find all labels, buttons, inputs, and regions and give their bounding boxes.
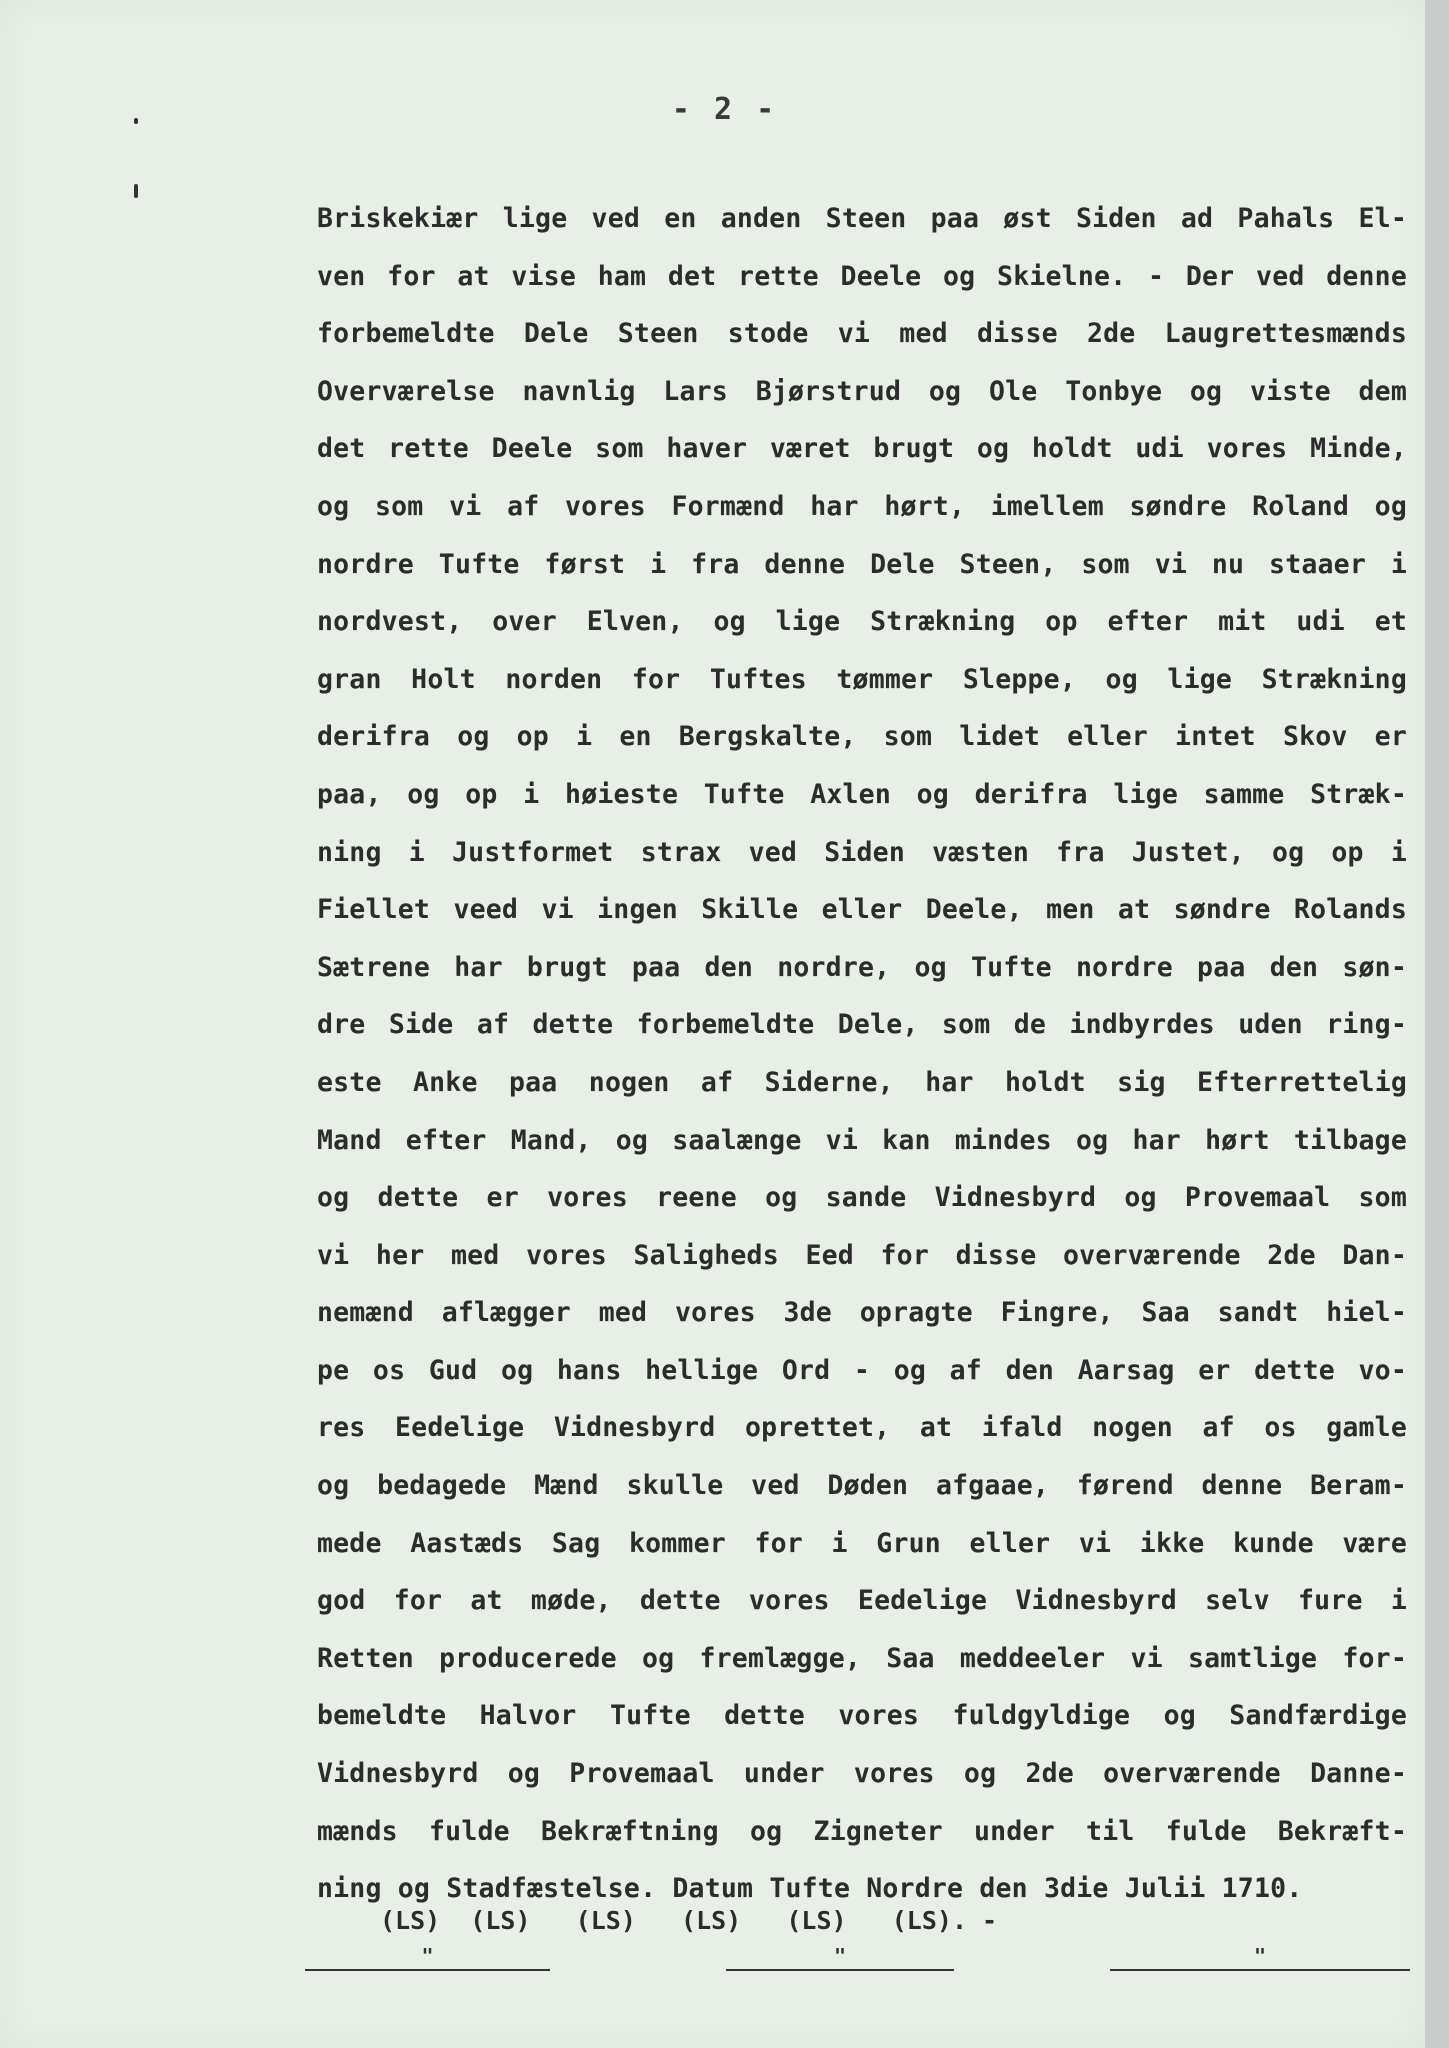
signature-line-2	[726, 1945, 954, 1971]
text-line: nordvest, over Elven, og lige Strækning op efter mit udi et	[317, 606, 1407, 638]
document-body	[317, 190, 1407, 1918]
text-line: gran Holt norden for Tuftes tømmer Sleppe, og lige Strækning	[317, 663, 1407, 695]
text-line: god for at møde, dette vores Eedelige Vidnesbyrd selv fure i	[317, 1585, 1407, 1617]
margin-mark-dot	[134, 118, 138, 124]
text-line: Sætrene har brugt paa den nordre, og Tufte nordre paa den søn-	[317, 951, 1407, 983]
text-line: og dette er vores reene og sande Vidnesbyrd og Provemaal som	[317, 1182, 1407, 1214]
text-line: og som vi af vores Formænd har hørt, imellem søndre Roland og	[317, 490, 1407, 522]
text-line: og bedagede Mænd skulle ved Døden afgaae, førend denne Beram-	[317, 1470, 1407, 1502]
text-line: ning og Stadfæstelse. Datum Tufte Nordre den 3die Julii 1710.	[317, 1873, 1303, 1905]
text-line: pe os Gud og hans hellige Ord - og af den Aarsag er dette vo-	[317, 1354, 1407, 1386]
text-line: este Anke paa nogen af Siderne, har holdt sig Efterrettelig	[317, 1066, 1407, 1098]
text-line: Mand efter Mand, og saalænge vi kan mindes og har hørt tilbage	[317, 1124, 1407, 1156]
text-line: ning i Justformet strax ved Siden væsten fra Justet, og op i	[317, 836, 1407, 868]
page-number: - 2 -	[671, 92, 778, 127]
ditto-mark: "	[1253, 1944, 1267, 1968]
text-line: Overværelse navnlig Lars Bjørstrud og Ole Tonbye og viste dem	[317, 375, 1407, 407]
text-line: bemeldte Halvor Tufte dette vores fuldgyldige og Sandfærdige	[317, 1700, 1407, 1732]
text-line: nordre Tufte først i fra denne Dele Steen, som vi nu staaer i	[317, 548, 1407, 580]
text-line: res Eedelige Vidnesbyrd oprettet, at ifald nogen af os gamle	[317, 1412, 1407, 1444]
margin-mark-bar	[134, 184, 138, 198]
text-line: Vidnesbyrd og Provemaal under vores og 2de overværende Danne-	[317, 1758, 1407, 1790]
text-line: paa, og op i høieste Tufte Axlen og derifra lige samme Stræk-	[317, 778, 1407, 810]
seal-row: (LS) (LS) (LS) (LS) (LS) (LS). -	[380, 1906, 998, 1935]
text-line: Briskekiær lige ved en anden Steen paa øst Siden ad Pahals El-	[317, 203, 1407, 234]
text-line: det rette Deele som haver været brugt og holdt udi vores Minde,	[317, 433, 1407, 465]
ditto-mark: "	[421, 1944, 434, 1968]
signature-line-3	[1110, 1945, 1410, 1971]
signature-line-1	[305, 1945, 550, 1971]
text-line: Retten producerede og fremlægge, Saa meddeeler vi samtlige for-	[317, 1642, 1407, 1674]
text-line: dre Side af dette forbemeldte Dele, som de indbyrdes uden ring-	[317, 1009, 1407, 1041]
text-line: vi her med vores Saligheds Eed for disse overværende 2de Dan-	[317, 1239, 1407, 1271]
ditto-mark: "	[833, 1944, 847, 1968]
text-line: forbemeldte Dele Steen stode vi med disse 2de Laugrettesmænds	[317, 318, 1407, 350]
text-line: ven for at vise ham det rette Deele og Skielne. - Der ved denne	[317, 260, 1407, 292]
text-line: mede Aastæds Sag kommer for i Grun eller vi ikke kunde være	[317, 1527, 1407, 1559]
text-line: nemænd aflægger med vores 3de opragte Fingre, Saa sandt hiel-	[317, 1297, 1407, 1329]
text-line: mænds fulde Bekræftning og Zigneter under til fulde Bekræft-	[317, 1815, 1407, 1847]
text-line: Fiellet veed vi ingen Skille eller Deele, men at søndre Rolands	[317, 894, 1407, 926]
text-line: derifra og op i en Bergskalte, som lidet eller intet Skov er	[317, 721, 1407, 753]
